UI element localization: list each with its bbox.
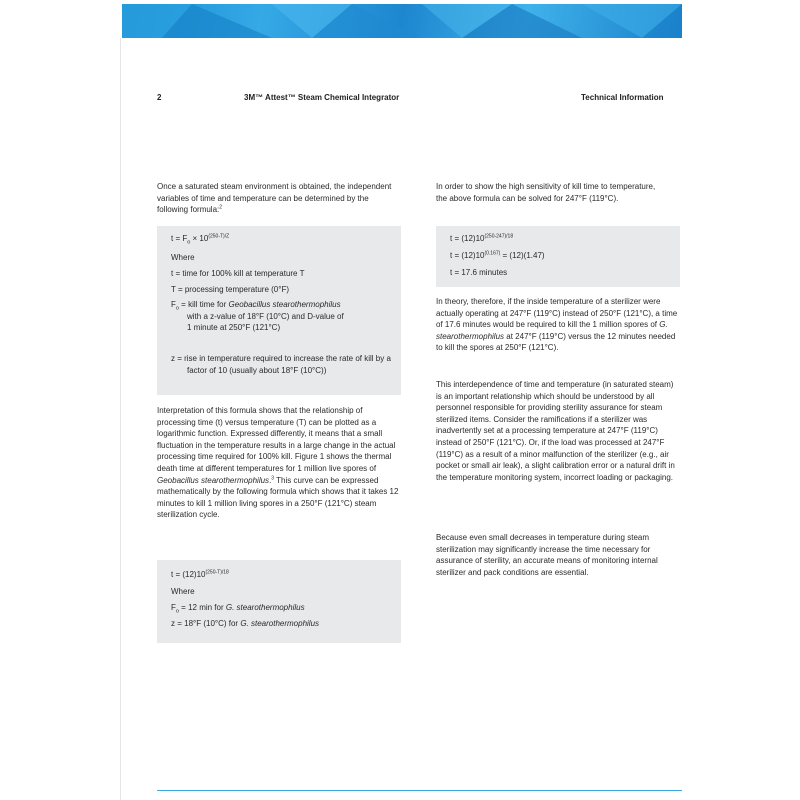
def-Fo: $F_o$ = kill time for Geobacillus stearothermophilus with a z-value of 18°F (10°C) and D-value of 1 minute at 250°F (121°C): [171, 300, 344, 333]
footer-rule: [157, 790, 682, 791]
def-Fo-2: $F_o = 12$ min for G. stearothermophilus: [171, 603, 305, 615]
formula-box-3: [436, 226, 680, 287]
because-paragraph: Because even small decreases in temperature during steam sterilization may significantly increase the time necessary for assurance of sterility, an accurate means of monitoring internal sterilizer and pack conditions are essential.: [436, 533, 658, 577]
theory-paragraph: In theory, therefore, if the inside temperature of a sterilizer were actually operating at 247°F (119°C) instead of 250°F (121°C), a time of 17.6 minutes would be required to kill the 1 million spores of G. stearothermophilus at 247°F (119°C) versus the 12 minutes needed to kill the spores at 250°F (121°C).: [436, 297, 678, 353]
def-z: z = rise in temperature required to increase the rate of kill by a factor of 10 (usually about 18°F (10°C)): [171, 354, 391, 375]
intro-paragraph: Once a saturated steam environment is obtained, the independent variables of time and temperature can be determined by the following formula:$^2$: [157, 182, 392, 215]
right-intro-paragraph: In order to show the high sensitivity of kill time to temperature, the above formula can be solved for 247°F (119°C).: [436, 182, 656, 203]
page-number: 2: [157, 93, 162, 102]
calc-line-3: t = 17.6 minutes: [450, 268, 508, 277]
calc-line-2: $t = (12)10^{(0.167)} = (12)(1.47)$: [450, 250, 545, 260]
section-label: Technical Information: [581, 93, 664, 102]
banner-pattern: [122, 4, 682, 38]
def-T: T = processing temperature (0°F): [171, 285, 289, 294]
calc-line-1: $t = (12)10^{(250-247)/18}$: [450, 233, 514, 243]
interpretation-paragraph: Interpretation of this formula shows that the relationship of processing time (t) versus temperature (T) can be plotted as a logarithmic function. Expressed differently, it means that a small fluctuation in the temperature results in a large change in the actual processing time required for 100% kill. Figure 1 shows the thermal death time at different temperatures for 1 million live spores of Geobacillus stearothermophilus.$^3$ This curve can be expressed mathematically by the following formula which shows that it takes 12 minutes to kill 1 million living spores in a 250°F (121°C) steam sterilization cycle.: [157, 406, 399, 520]
header-banner: [122, 4, 682, 38]
where-label-2: Where: [171, 587, 195, 596]
where-label: Where: [171, 253, 195, 262]
formula-box-2: [157, 560, 401, 643]
def-z-2: z = 18°F (10°C) for G. stearothermophilus: [171, 619, 320, 628]
document-title: 3M™ Attest™ Steam Chemical Integrator: [244, 93, 400, 102]
interdependence-paragraph: This interdependence of time and temperature (in saturated steam) is an important relationship which should be understood by all personnel responsible for providing sterility assurance for steam sterilized items. Consider the ramifications if a sterilizer was inadvertently set at a processing temperature at 247°F (119°C) instead of 250°F (121°C). Or, if the load was processed at 247°F (119°C) as a result of a minor malfunction of the sterilizer (e.g., air pocket or small air leak), a slight calibration error or a natural drift in the temperature monitoring system, incorrect loading or packaging.: [436, 380, 675, 482]
def-t: t = time for 100% kill at temperature T: [171, 269, 305, 278]
formula-2: $t = (12)10^{(250-T)/18}$: [171, 569, 229, 579]
page-edge: [120, 38, 121, 800]
formula-box-1: [157, 226, 401, 395]
formula-main: $t = F_o \times 10^{(250-T)/Z}$: [171, 233, 230, 246]
